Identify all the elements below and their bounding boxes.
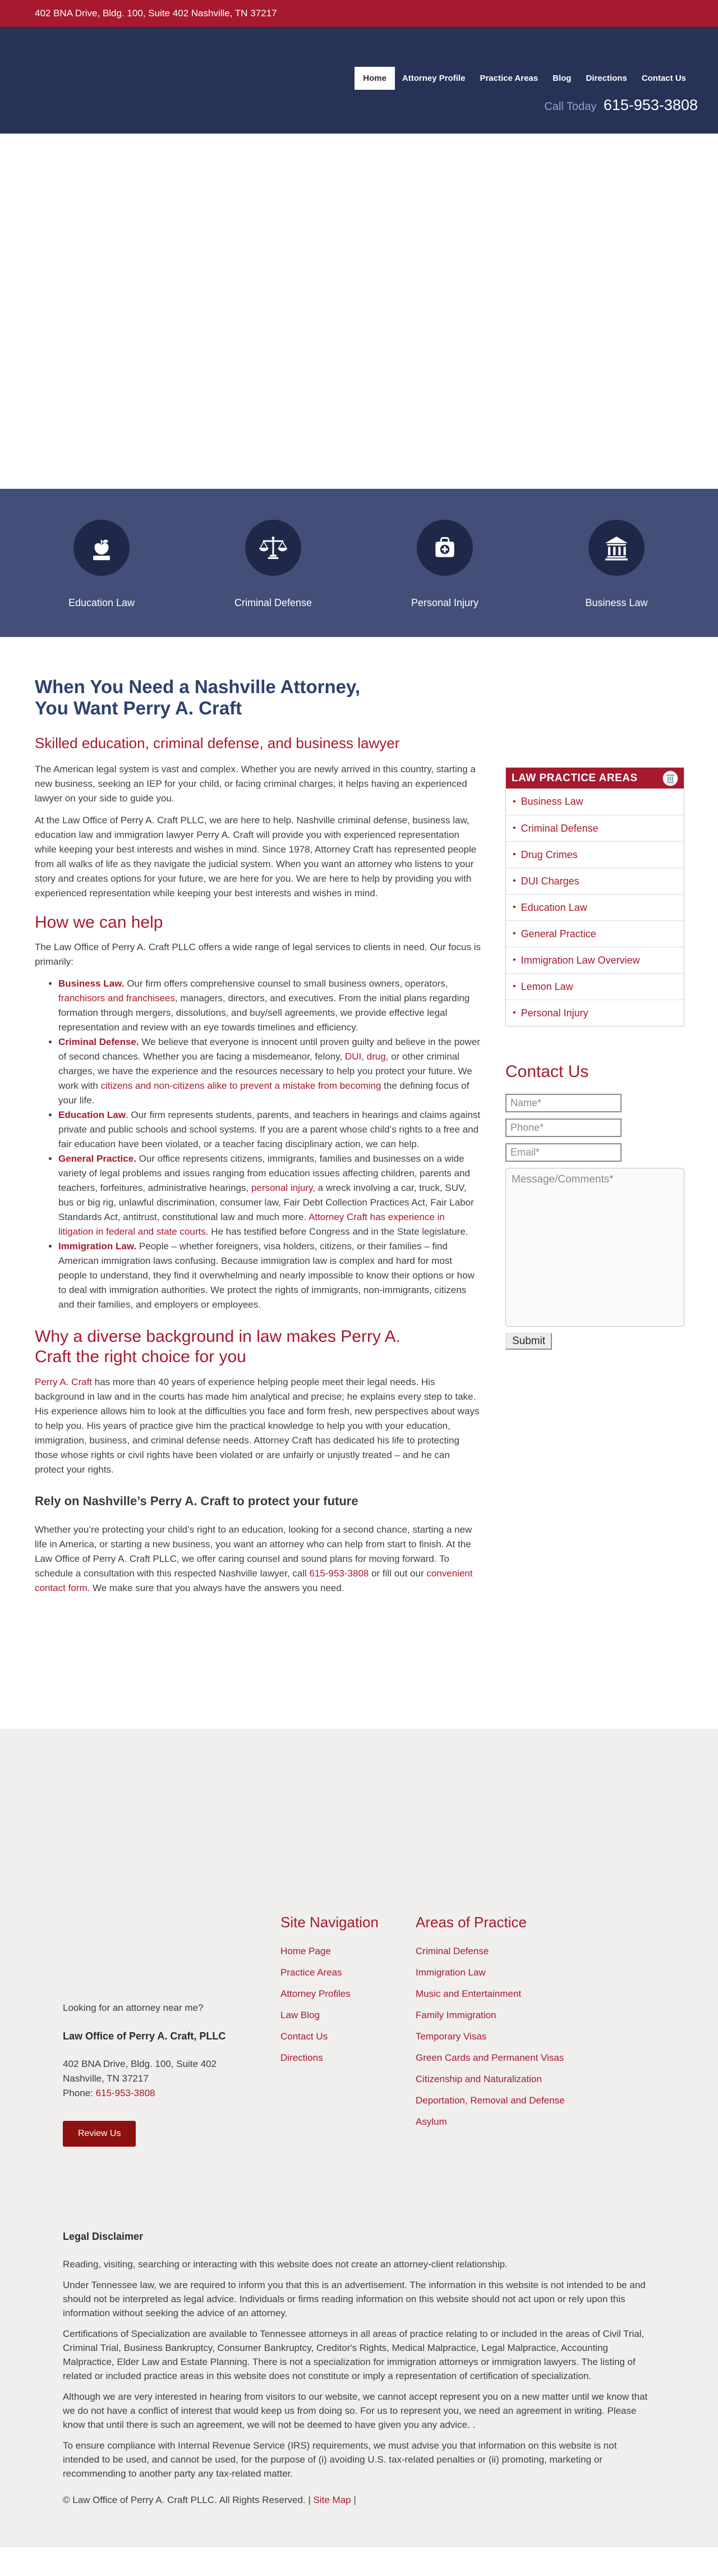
footer-link-citizenship[interactable]: Citizenship and Naturalization	[416, 2074, 542, 2084]
rely-paragraph: Whether you’re protecting your child’s right to an education, looking for a second chance, starting a new life in America, or starting a new business, you want an attorney who can help from start to finish. At the Law Office of Perry A. Craft PLLC, we offer caring counsel and sound plans for moving forward. To schedule a consultation with this respected Nashville lawyer, call 615-953-3808 or fill out our convenient contact form. We make sure that you always have the answers you need.	[35, 1524, 473, 1593]
email-field[interactable]	[505, 1143, 622, 1162]
copyright-text: © Law Office of Perry A. Craft PLLC. All Rights Reserved. |	[63, 2495, 314, 2505]
band-label: Education Law	[68, 597, 135, 608]
footer-office-block	[63, 1914, 280, 2147]
nav-home[interactable]: Home	[355, 67, 395, 90]
footer-address-line1: 402 BNA Drive, Bldg. 100, Suite 402	[63, 2059, 217, 2069]
footer-link-home-page[interactable]: Home Page	[280, 1946, 331, 1956]
disclaimer-paragraph: Although we are very interested in hearing from visitors to our website, we cannot accept represent you on a new matter until we know that we do not have a conflict of interest that would keep us from doing so. For us to represent you, we need an agreement in writing. Please know that until there is such an agreement, we will not be deemed to have given you any advice. .	[63, 2391, 648, 2430]
how-intro-paragraph: The Law Office of Perry A. Craft PLLC offers a wide range of legal services to clients in need. Our focus is primarily:	[35, 942, 481, 967]
band-item-business-law[interactable]	[531, 520, 702, 637]
message-field[interactable]	[505, 1168, 684, 1327]
bullet-title: Education Law	[58, 1110, 126, 1120]
inline-link[interactable]: Attorney Craft has experience in litigation in federal and state courts	[58, 1212, 445, 1237]
footer-address-line2: Nashville, TN 37217	[63, 2073, 149, 2084]
law-practice-areas-title: LAW PRACTICE AREAS	[512, 772, 638, 784]
copyright-text: |	[351, 2495, 356, 2505]
band-item-education-law[interactable]	[16, 520, 187, 637]
why-heading: Why a diverse background in law makes Perry A. Craft the right choice for you	[35, 1327, 401, 1366]
page-title: When You Need a Nashville Attorney, You Want Perry A. Craft	[35, 676, 361, 718]
band-item-criminal-defense[interactable]	[187, 520, 359, 637]
disclaimer-paragraph: To ensure compliance with Internal Revenue Service (IRS) requirements, we must advise you that information on this website is not intended to be used, and cannot be used, for the purpose of (i) avoiding U.S. tax-related penalties or (ii) promoting, marketing or recommending to another party any tax-related matter.	[63, 2440, 617, 2479]
footer-areas-of-practice	[416, 1914, 565, 2147]
legal-disclaimer	[63, 2231, 655, 2507]
name-field[interactable]	[505, 1094, 622, 1112]
inline-link[interactable]: drug	[366, 1051, 386, 1062]
footer-link-practice-areas[interactable]: Practice Areas	[280, 1967, 342, 1978]
review-us-button[interactable]: Review Us	[63, 2121, 136, 2147]
bullet-business-law: • Business Law. Our firm offers comprehensive counsel to small business owners, operators, franchisors and franchisees, managers, directors, and executives. From the initial plans regarding formation through mergers, dissolutions, and buy/sell agreements, we provide effective legal representation and review with an eye towards timelines and efficiency.	[58, 977, 481, 1035]
content	[0, 637, 718, 1729]
footer-site-navigation	[280, 1914, 416, 2147]
practice-area-link-lemon-law[interactable]: • Lemon Law	[506, 973, 684, 1000]
footer-link-attorney-profiles[interactable]: Attorney Profiles	[280, 1988, 351, 1999]
practice-areas-list	[506, 789, 684, 1026]
footer-link-law-blog[interactable]: Law Blog	[280, 2010, 320, 2020]
phone-label: Phone:	[63, 2088, 96, 2098]
footer	[0, 1729, 718, 2547]
main-column	[35, 676, 481, 1603]
contact-us-heading: Contact Us	[505, 1062, 589, 1081]
apple-book-icon	[73, 520, 130, 576]
why-paragraph: Perry A. Craft has more than 40 years of experience helping people meet their legal needs. His background in law and in the courts has made him analytical and precise; he explains every step to take. His experience allows him to look at the difficulties you face and form fresh, new perspectives about ways to help you. His years of practice give him the practical knowledge to help you with your education, immigration, business, and criminal defense needs. Attorney Craft has dedicated his life to protecting those whose rights or civil rights have been violated or are unfairly or unjustly treated – and he can protect your rights.	[35, 1377, 480, 1475]
bullet-title: Criminal Defense.	[58, 1037, 139, 1047]
footer-link-green-cards[interactable]: Green Cards and Permanent Visas	[416, 2052, 564, 2063]
inline-link[interactable]: convenient contact form	[35, 1568, 473, 1593]
practice-area-link-personal-injury[interactable]: • Personal Injury	[506, 1000, 684, 1026]
header-phone-link[interactable]: 615-953-3808	[603, 97, 698, 113]
practice-band	[0, 489, 718, 637]
band-label: Personal Injury	[411, 597, 479, 608]
band-item-personal-injury[interactable]	[359, 520, 531, 637]
nav-contact-us[interactable]: Contact Us	[641, 74, 686, 83]
band-label: Business Law	[585, 597, 648, 608]
disclaimer-paragraph: Reading, visiting, searching or interacting with this website does not create an attorney-client relationship.	[63, 2259, 508, 2270]
band-label: Criminal Defense	[234, 597, 312, 608]
column-icon	[662, 771, 678, 786]
practice-area-link-education-law[interactable]: • Education Law	[506, 894, 684, 920]
bullet-title: Business Law.	[58, 978, 125, 989]
nav-attorney-profile[interactable]: Attorney Profile	[402, 74, 466, 83]
scales-of-justice-icon	[245, 520, 301, 576]
footer-phone-link[interactable]: 615-953-3808	[95, 2088, 155, 2098]
practice-area-link-business-law[interactable]: • Business Law	[506, 789, 684, 815]
footer-phone-line	[63, 2086, 280, 2101]
inline-link[interactable]: DUI	[344, 1051, 362, 1062]
law-practice-areas-box	[505, 767, 684, 1026]
bullet-general-practice: • General Practice. Our office represents citizens, immigrants, families and businesses on a wide variety of legal problems and issues ranging from education issues affecting children, parents and teachers, forfeitures, administrative hearings, personal injury, a wreck involving a car, truck, SUV, bus or big rig, unlawful discrimination, consumer law, Fair Debt Collection Practices Act, Fair Labor Standards Act, antitrust, constitutional law and much more. Attorney Craft has experience in litigation in federal and state courts. He has testified before Congress and in the State legislature.	[58, 1152, 481, 1239]
footer-link-contact-us[interactable]: Contact Us	[280, 2031, 328, 2042]
page-subtitle: Skilled education, criminal defense, and business lawyer	[35, 735, 400, 751]
sidebar	[505, 767, 684, 1350]
rely-heading: Rely on Nashville’s Perry A. Craft to protect your future	[35, 1494, 358, 1508]
bank-columns-icon	[588, 520, 645, 576]
footer-link-temporary-visas[interactable]: Temporary Visas	[416, 2031, 487, 2042]
phone-field[interactable]	[505, 1119, 622, 1137]
site-map-link[interactable]: Site Map	[313, 2495, 351, 2505]
practice-area-link-drug-crimes[interactable]: • Drug Crimes	[506, 841, 684, 868]
inline-link[interactable]: Perry A. Craft	[35, 1377, 93, 1387]
inline-link[interactable]: citizens and non-citizens alike to prevent a mistake from becoming	[100, 1080, 381, 1091]
submit-button[interactable]: Submit	[505, 1333, 552, 1350]
practice-area-link-immigration-law-overview[interactable]: • Immigration Law Overview	[506, 947, 684, 973]
bullet-immigration-law: • Immigration Law. People – whether foreigners, visa holders, citizens, or their families – find American immigration laws confusing. Because immigration law is complex and hard for most people to understand, they find it overwhelming and nearly impossible to know their options or how to deal with immigration authorities. We protect the rights of immigrants, non-immigrants, citizens and their families, and employers or employees.	[58, 1239, 481, 1312]
main-nav	[355, 67, 693, 90]
footer-link-music-and-entertainment[interactable]: Music and Entertainment	[416, 1988, 522, 1999]
disclaimer-paragraph: Under Tennessee law, we are required to inform you that this is an advertisement. The information in this website is not intended to be and should not be interpreted as legal advice. Individuals or firms reading information on this website should not act upon or rely upon this information without seeking the advice of an attorney.	[63, 2280, 646, 2318]
law-practice-areas-header	[506, 768, 684, 789]
footer-tagline: Looking for an attorney near me?	[63, 2002, 204, 2013]
site-navigation-heading: Site Navigation	[280, 1914, 379, 1931]
about-paragraph: At the Law Office of Perry A. Craft PLLC, we are here to help. Nashville criminal defense, business law, education law and immigration lawyer Perry A. Craft will provide you with experienced representation while keeping your best interests and wishes in mind. Since 1978, Attorney Craft has represented people from all walks of life as they navigate the judicial system. When you want an attorney who listens to your story and creates options for your future, we are here for you. We are here to help by providing you with experienced representation while keeping your best interests and wishes in mind.	[35, 815, 477, 899]
inline-link[interactable]: personal injury	[251, 1182, 313, 1193]
nav-directions[interactable]: Directions	[586, 74, 627, 83]
topbar	[0, 0, 718, 27]
intro-paragraph: The American legal system is vast and complex. Whether you are newly arrived in this country, starting a new business, seeking an IEP for your child, or facing criminal charges, it helps having an experienced lawyer on your side to guide you.	[35, 764, 476, 804]
footer-link-family-immigration[interactable]: Family Immigration	[416, 2010, 496, 2020]
practice-bullets	[35, 977, 481, 1312]
bullet-title: Immigration Law.	[58, 1241, 137, 1252]
practice-area-link-general-practice[interactable]: • General Practice	[506, 920, 684, 947]
practice-area-link-dui-charges[interactable]: • DUI Charges	[506, 868, 684, 894]
bullet-title: General Practice.	[58, 1153, 136, 1164]
office-address: 402 BNA Drive, Bldg. 100, Suite 402 Nashville, TN 37217	[35, 8, 277, 19]
copyright-line	[63, 2493, 655, 2507]
nav-blog[interactable]: Blog	[553, 74, 572, 83]
site-header	[0, 27, 718, 134]
practice-area-link-criminal-defense[interactable]: • Criminal Defense	[506, 815, 684, 841]
footer-link-directions[interactable]: Directions	[280, 2052, 323, 2063]
legal-disclaimer-heading: Legal Disclaimer	[63, 2231, 144, 2242]
nav-practice-areas[interactable]: Practice Areas	[480, 74, 538, 83]
footer-link-deportation[interactable]: Deportation, Removal and Defense	[416, 2095, 565, 2106]
contact-form	[505, 1094, 684, 1350]
how-we-can-help-heading: How we can help	[35, 913, 163, 932]
inline-link[interactable]: franchisors and franchisees	[58, 993, 175, 1003]
first-aid-bag-icon	[417, 520, 473, 576]
bullet-criminal-defense: • Criminal Defense. We believe that everyone is innocent until proven guilty and believe in the power of second chances. Whether you are facing a misdemeanor, felony, DUI, drug, or other criminal charges, we have the experience and the resources necessary to help you protect your future. We work with citizens and non-citizens alike to prevent a mistake from becoming the defining focus of your life.	[58, 1035, 481, 1108]
call-today-block	[544, 97, 698, 114]
call-today-label: Call Today	[544, 100, 597, 113]
hero-image-placeholder	[0, 134, 718, 489]
footer-link-asylum[interactable]: Asylum	[416, 2116, 447, 2127]
firm-name: Law Office of Perry A. Craft, PLLC	[63, 2030, 226, 2042]
footer-columns	[0, 1914, 718, 2147]
inline-link[interactable]: 615-953-3808	[309, 1568, 369, 1579]
footer-link-criminal-defense[interactable]: Criminal Defense	[416, 1946, 489, 1956]
bullet-education-law: • Education Law. Our firm represents students, parents, and teachers in hearings and claims against private and public schools and school systems. If you are a parent whose child’s rights to a free and fair education have been violated, or a teacher facing disciplinary action, we can help.	[58, 1108, 481, 1152]
disclaimer-paragraph: Certifications of Specialization are available to Tennessee attorneys in all areas of practice relating to or included in the areas of Civil Trial, Criminal Trial, Business Bankruptcy, Consumer Bankruptcy, Creditor's Rights, Medical Malpractice, Legal Malpractice, Accounting Malpractice, Elder Law and Estate Planning. There is not a specialization for immigration attorneys or immigration lawyers. The listing of related or included practice areas in this website does not constitute or imply a representation of certification of specialization.	[63, 2329, 645, 2381]
areas-of-practice-heading: Areas of Practice	[416, 1914, 527, 1931]
footer-link-immigration-law[interactable]: Immigration Law	[416, 1967, 486, 1978]
